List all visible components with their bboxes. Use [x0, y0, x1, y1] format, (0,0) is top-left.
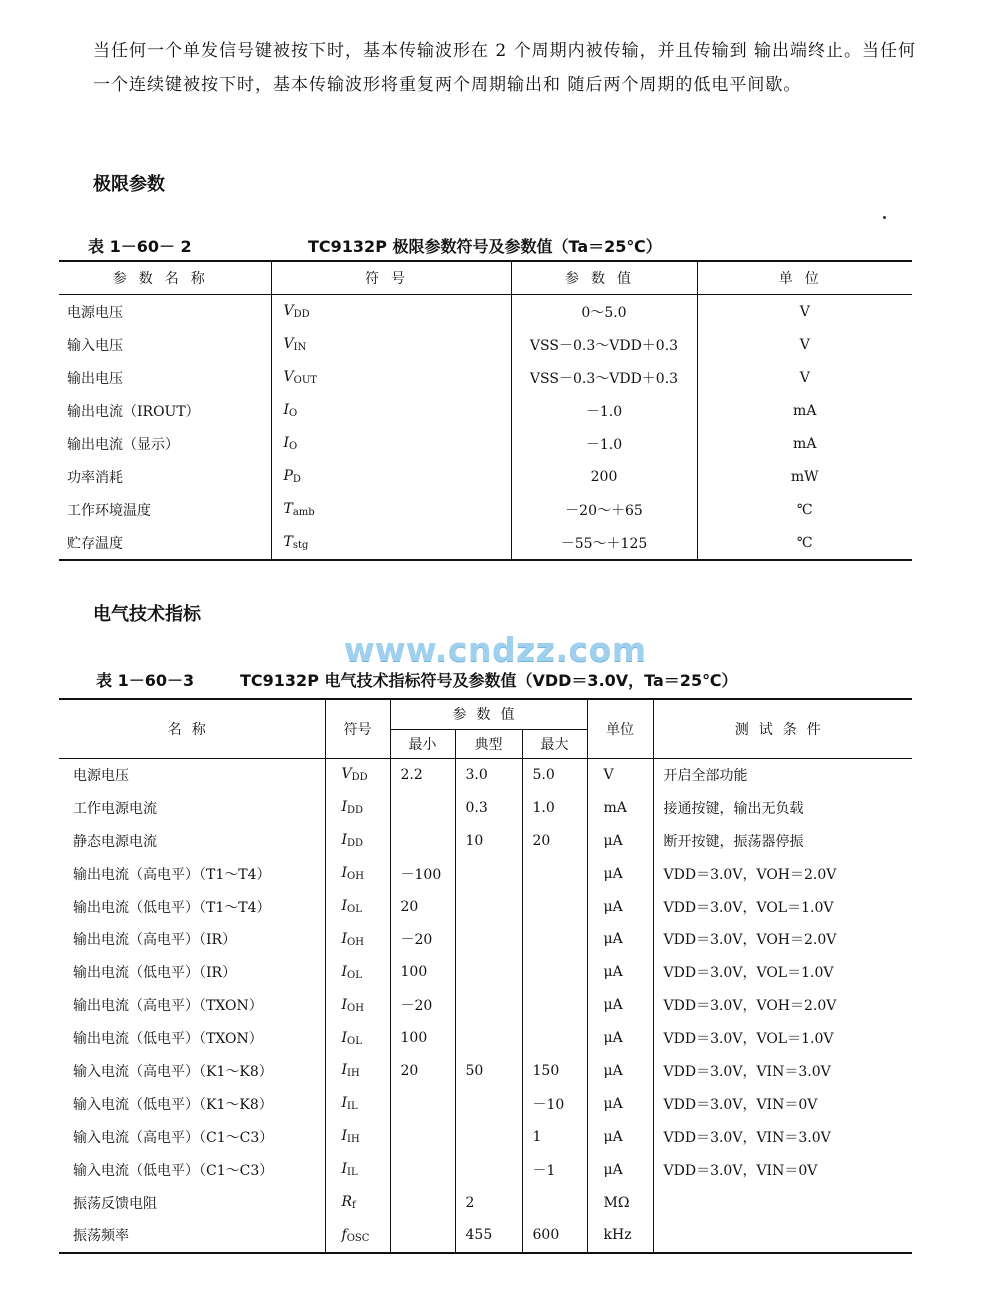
- param-name-cell: 输出电流（低电平）（TXON）: [73, 1031, 263, 1048]
- symbol-letter: I: [283, 402, 290, 418]
- table2-title: TC9132P 极限参数符号及参数值（Ta＝25℃）: [308, 237, 662, 256]
- min-cell: －20: [390, 923, 455, 956]
- test-condition-cell: VDD＝3.0V，VOH＝2.0V: [653, 857, 912, 890]
- symbol-letter: I: [341, 1095, 348, 1112]
- unit-cell: kHz: [587, 1219, 653, 1253]
- symbol-letter: I: [341, 1029, 348, 1046]
- min-cell: [390, 1120, 455, 1153]
- test-condition-cell: VDD＝3.0V，VIN＝3.0V: [653, 1055, 912, 1088]
- min-cell: [390, 1153, 455, 1186]
- symbol-subscript: O: [289, 408, 298, 419]
- symbol-subscript: amb: [292, 507, 315, 518]
- min-cell: 2.2: [390, 758, 455, 791]
- typ-cell: 10: [455, 824, 522, 857]
- param-name-cell: 输入电流（高电平）（K1～K8）: [73, 1063, 273, 1080]
- min-cell: 100: [390, 956, 455, 989]
- max-cell: －10: [522, 1087, 587, 1120]
- header-param-value: 参数值: [511, 261, 697, 295]
- param-name-cell: 输入电压: [67, 337, 123, 354]
- header-name: 名称: [59, 699, 325, 758]
- symbol-cell: [325, 1186, 390, 1219]
- symbol-cell: [325, 1087, 390, 1120]
- test-condition-cell: VDD＝3.0V，VIN＝3.0V: [653, 1120, 912, 1153]
- limits-table: [59, 260, 912, 561]
- table-row: [59, 328, 912, 361]
- param-name-cell: 电源电压: [67, 304, 123, 321]
- param-name-cell: 输入电流（低电平）（K1～K8）: [73, 1096, 273, 1113]
- typ-cell: 0.3: [455, 791, 522, 824]
- unit-cell: μA: [587, 989, 653, 1022]
- test-condition-cell: VDD＝3.0V，VIN＝0V: [653, 1087, 912, 1120]
- symbol-subscript: OL: [347, 969, 362, 981]
- min-cell: －20: [390, 989, 455, 1022]
- symbol-subscript: IH: [347, 1134, 360, 1146]
- min-cell: 100: [390, 1022, 455, 1055]
- section-title-electrical: 电气技术指标: [93, 604, 201, 625]
- unit-cell: V: [587, 758, 653, 791]
- param-name-cell: 贮存温度: [67, 535, 123, 552]
- symbol-cell: [271, 328, 511, 361]
- param-name-cell: 输出电流（低电平）（T1～T4）: [73, 899, 271, 916]
- table-row: [59, 394, 912, 427]
- symbol-letter: I: [341, 1161, 348, 1178]
- unit-cell: MΩ: [587, 1186, 653, 1219]
- min-cell: －100: [390, 857, 455, 890]
- max-cell: 600: [522, 1219, 587, 1253]
- symbol-cell: [325, 1219, 390, 1253]
- typ-cell: 3.0: [455, 758, 522, 791]
- test-condition-cell: 断开按键，振荡器停振: [653, 824, 912, 857]
- test-condition-cell: VDD＝3.0V，VOH＝2.0V: [653, 989, 912, 1022]
- table-row: [59, 1153, 912, 1186]
- header-param-name: 参数名称: [59, 261, 271, 295]
- unit-cell: μA: [587, 956, 653, 989]
- min-cell: [390, 1186, 455, 1219]
- table-row: [59, 824, 912, 857]
- symbol-letter: V: [283, 303, 294, 319]
- symbol-letter: I: [341, 930, 348, 947]
- param-name-cell: 输出电流（高电平）（T1～T4）: [73, 866, 271, 883]
- typ-cell: 2: [455, 1186, 522, 1219]
- symbol-letter: I: [341, 799, 348, 816]
- unit-cell: mA: [587, 791, 653, 824]
- unit-cell: μA: [587, 1120, 653, 1153]
- symbol-letter: I: [341, 1062, 348, 1079]
- param-name-cell: 输入电流（高电平）（C1～C3）: [73, 1129, 274, 1146]
- typ-cell: [455, 989, 522, 1022]
- table-row: [59, 1087, 912, 1120]
- unit-cell: mW: [697, 460, 912, 493]
- unit-cell: μA: [587, 857, 653, 890]
- test-condition-cell: VDD＝3.0V，VIN＝0V: [653, 1153, 912, 1186]
- watermark-logo: www.cndzz.com: [344, 630, 647, 669]
- unit-cell: ℃: [697, 493, 912, 526]
- symbol-letter: I: [341, 996, 348, 1013]
- param-name-cell: 静态电源电流: [73, 833, 157, 850]
- header-max: 最大: [522, 729, 587, 758]
- unit-cell: μA: [587, 1087, 653, 1120]
- min-cell: [390, 1219, 455, 1253]
- table-row: [59, 989, 912, 1022]
- symbol-cell: [325, 1153, 390, 1186]
- symbol-subscript: DD: [347, 838, 364, 850]
- symbol-cell: [271, 460, 511, 493]
- param-value-cell: 0～5.0: [511, 295, 697, 329]
- symbol-cell: [271, 493, 511, 526]
- max-cell: －1: [522, 1153, 587, 1186]
- typ-cell: [455, 1153, 522, 1186]
- symbol-subscript: IN: [293, 342, 307, 353]
- header-symbol: 符号: [325, 699, 390, 758]
- header-param-values: 参数值: [390, 699, 587, 729]
- table-row: [59, 295, 912, 329]
- symbol-subscript: DD: [351, 772, 368, 784]
- symbol-letter: T: [283, 534, 293, 550]
- symbol-letter: f: [341, 1226, 347, 1243]
- symbol-cell: [325, 758, 390, 791]
- typ-cell: 455: [455, 1219, 522, 1253]
- param-value-cell: VSS－0.3～VDD＋0.3: [511, 328, 697, 361]
- typ-cell: [455, 1022, 522, 1055]
- param-name-cell: 振荡频率: [73, 1228, 129, 1245]
- stray-dot: [883, 216, 886, 219]
- symbol-subscript: IH: [347, 1068, 360, 1080]
- max-cell: 5.0: [522, 758, 587, 791]
- table-row: [59, 1186, 912, 1219]
- symbol-subscript: DD: [347, 805, 364, 817]
- param-name-cell: 输出电流（高电平）（IR）: [73, 932, 237, 949]
- unit-cell: μA: [587, 1022, 653, 1055]
- max-cell: 1.0: [522, 791, 587, 824]
- symbol-letter: I: [341, 865, 348, 882]
- typ-cell: [455, 890, 522, 923]
- table-row: [59, 1022, 912, 1055]
- header-unit: 单位: [697, 261, 912, 295]
- param-value-cell: －1.0: [511, 427, 697, 460]
- symbol-subscript: IL: [347, 1101, 358, 1113]
- header-symbol: 符号: [271, 261, 511, 295]
- table-header-row: [59, 261, 912, 295]
- test-condition-cell: [653, 1186, 912, 1219]
- min-cell: 20: [390, 890, 455, 923]
- symbol-subscript: OL: [347, 904, 362, 915]
- header-typ: 典型: [455, 729, 522, 758]
- typ-cell: [455, 857, 522, 890]
- symbol-cell: [271, 295, 511, 329]
- symbol-subscript: OH: [347, 1002, 364, 1014]
- min-cell: [390, 1087, 455, 1120]
- table-row: [59, 493, 912, 526]
- test-condition-cell: VDD＝3.0V，VOL＝1.0V: [653, 1022, 912, 1055]
- table-row: [59, 923, 912, 956]
- symbol-cell: [271, 526, 511, 560]
- unit-cell: ℃: [697, 526, 912, 560]
- test-condition-cell: VDD＝3.0V，VOL＝1.0V: [653, 956, 912, 989]
- max-cell: [522, 989, 587, 1022]
- test-condition-cell: [653, 1219, 912, 1253]
- symbol-cell: [325, 1022, 390, 1055]
- min-cell: 20: [390, 1055, 455, 1088]
- table-row: [59, 1219, 912, 1253]
- symbol-subscript: OSC: [346, 1232, 370, 1244]
- max-cell: [522, 857, 587, 890]
- table-row: [59, 857, 912, 890]
- symbol-subscript: OUT: [293, 375, 317, 386]
- param-name-cell: 功率消耗: [67, 469, 123, 486]
- header-test-conditions: 测试条件: [653, 699, 912, 758]
- table-row: [59, 427, 912, 460]
- unit-cell: V: [697, 361, 912, 394]
- max-cell: [522, 1186, 587, 1219]
- max-cell: [522, 1022, 587, 1055]
- typ-cell: 50: [455, 1055, 522, 1088]
- table-row: [59, 1120, 912, 1153]
- table-row: [59, 460, 912, 493]
- symbol-letter: I: [341, 963, 348, 980]
- test-condition-cell: VDD＝3.0V，VOH＝2.0V: [653, 923, 912, 956]
- table-row: [59, 526, 912, 560]
- param-name-cell: 输出电压: [67, 370, 123, 387]
- intro-paragraph: 当任何一个单发信号键被按下时，基本传输波形在 2 个周期内被传输，并且传输到 输出端终止。当任何一个连续键被按下时，基本传输波形将重复两个周期输出和 随后两个周期的低电平间歇。: [93, 41, 917, 95]
- header-min: 最小: [390, 729, 455, 758]
- unit-cell: V: [697, 328, 912, 361]
- symbol-subscript: stg: [292, 540, 309, 551]
- param-name-cell: 工作电源电流: [73, 800, 157, 817]
- unit-cell: μA: [587, 1153, 653, 1186]
- symbol-letter: V: [341, 766, 352, 783]
- symbol-letter: P: [283, 468, 293, 484]
- table-row: [59, 1055, 912, 1088]
- symbol-subscript: D: [292, 474, 301, 485]
- symbol-cell: [325, 890, 390, 923]
- table-row: [59, 791, 912, 824]
- param-name-cell: 输出电流（高电平）（TXON）: [73, 998, 263, 1015]
- test-condition-cell: 接通按键，输出无负载: [653, 791, 912, 824]
- typ-cell: [455, 923, 522, 956]
- table-row: [59, 758, 912, 791]
- unit-cell: μA: [587, 890, 653, 923]
- param-name-cell: 工作环境温度: [67, 502, 151, 519]
- param-name-cell: 振荡反馈电阻: [73, 1195, 157, 1212]
- symbol-subscript: OL: [347, 1035, 362, 1047]
- param-value-cell: 200: [511, 460, 697, 493]
- symbol-letter: V: [283, 336, 294, 352]
- param-name-cell: 输出电流（显示）: [67, 436, 179, 453]
- header-unit: 单位: [587, 699, 653, 758]
- typ-cell: [455, 1120, 522, 1153]
- param-value-cell: －1.0: [511, 394, 697, 427]
- max-cell: 150: [522, 1055, 587, 1088]
- param-value-cell: VSS－0.3～VDD＋0.3: [511, 361, 697, 394]
- typ-cell: [455, 1087, 522, 1120]
- param-name-cell: 输入电流（低电平）（C1～C3）: [73, 1162, 274, 1179]
- symbol-subscript: OH: [347, 936, 364, 948]
- symbol-subscript: O: [289, 441, 298, 452]
- min-cell: [390, 791, 455, 824]
- max-cell: [522, 890, 587, 923]
- electrical-table: [59, 698, 912, 1254]
- max-cell: [522, 923, 587, 956]
- table-row: [59, 890, 912, 923]
- table-row: [59, 361, 912, 394]
- symbol-cell: [271, 361, 511, 394]
- symbol-cell: [325, 989, 390, 1022]
- table-row: [59, 956, 912, 989]
- symbol-letter: I: [341, 898, 348, 914]
- param-name-cell: 电源电压: [73, 767, 129, 784]
- table3-number: 表 1－60－3: [96, 671, 195, 690]
- symbol-cell: [271, 427, 511, 460]
- symbol-letter: V: [283, 369, 294, 385]
- symbol-subscript: DD: [293, 309, 310, 320]
- symbol-cell: [325, 857, 390, 890]
- symbol-cell: [325, 1055, 390, 1088]
- typ-cell: [455, 956, 522, 989]
- param-value-cell: －20～＋65: [511, 493, 697, 526]
- max-cell: 20: [522, 824, 587, 857]
- unit-cell: μA: [587, 923, 653, 956]
- symbol-letter: R: [341, 1194, 353, 1211]
- param-value-cell: －55～＋125: [511, 526, 697, 560]
- unit-cell: μA: [587, 824, 653, 857]
- symbol-letter: T: [283, 501, 293, 517]
- table3-title: TC9132P 电气技术指标符号及参数值（VDD＝3.0V，Ta＝25℃）: [240, 671, 738, 690]
- unit-cell: mA: [697, 427, 912, 460]
- max-cell: 1: [522, 1120, 587, 1153]
- unit-cell: V: [697, 295, 912, 329]
- unit-cell: μA: [587, 1055, 653, 1088]
- unit-cell: mA: [697, 394, 912, 427]
- symbol-letter: I: [341, 832, 348, 849]
- min-cell: [390, 824, 455, 857]
- symbol-cell: [325, 1120, 390, 1153]
- test-condition-cell: VDD＝3.0V，VOL＝1.0V: [653, 890, 912, 923]
- symbol-cell: [325, 956, 390, 989]
- symbol-subscript: IL: [347, 1167, 358, 1179]
- symbol-subscript: f: [352, 1200, 356, 1212]
- symbol-letter: I: [341, 1128, 348, 1145]
- param-name-cell: 输出电流（低电平）（IR）: [73, 965, 237, 982]
- symbol-cell: [325, 923, 390, 956]
- table2-number: 表 1－60－ 2: [88, 237, 192, 256]
- param-name-cell: 输出电流（IROUT）: [67, 403, 200, 420]
- symbol-cell: [325, 824, 390, 857]
- table-header-row: [59, 699, 912, 729]
- section-title-limits: 极限参数: [93, 174, 165, 195]
- max-cell: [522, 956, 587, 989]
- symbol-letter: I: [283, 435, 290, 451]
- symbol-cell: [325, 791, 390, 824]
- symbol-subscript: OH: [347, 871, 364, 883]
- test-condition-cell: 开启全部功能: [653, 758, 912, 791]
- symbol-cell: [271, 394, 511, 427]
